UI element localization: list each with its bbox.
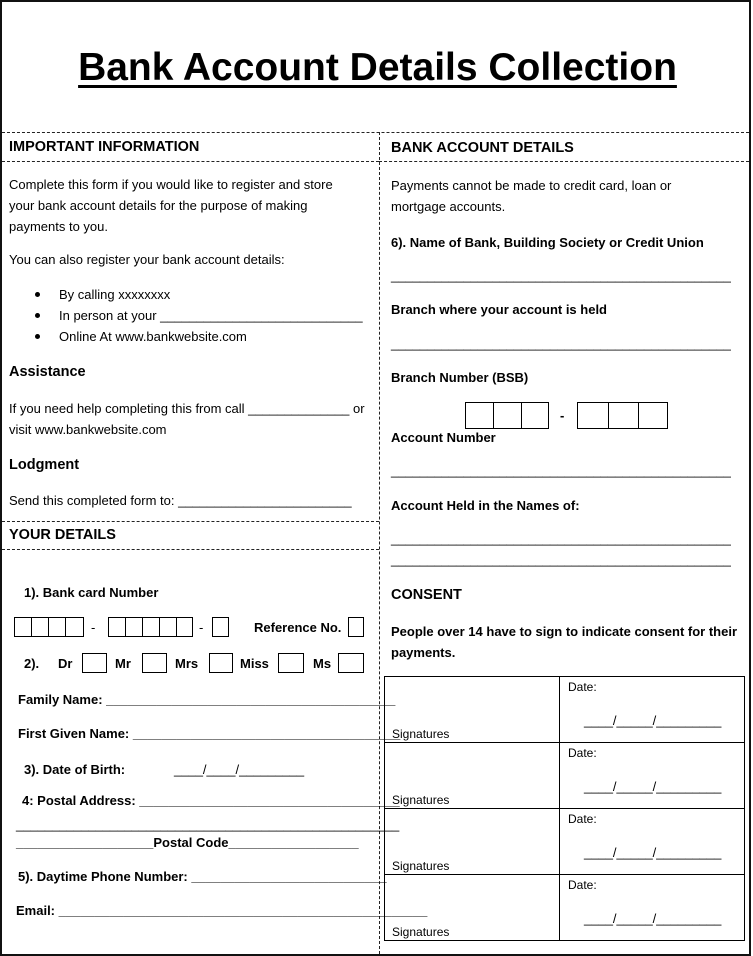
lodgment-line[interactable]: Send this completed form to: ________________________	[9, 493, 352, 508]
title-mr-checkbox[interactable]	[142, 653, 167, 673]
date-cell[interactable]	[560, 809, 745, 875]
bsb-group-1[interactable]	[465, 402, 549, 429]
signature-label: Signatures	[392, 793, 450, 807]
title-ms-checkbox[interactable]	[338, 653, 364, 673]
signature-cell[interactable]	[385, 875, 560, 941]
signature-row	[385, 677, 745, 743]
card-number-group-2[interactable]	[108, 617, 193, 637]
reference-box[interactable]	[348, 617, 364, 637]
date-blank: ____/_____/_________	[584, 845, 722, 860]
title-miss-label: Miss	[240, 656, 269, 671]
account-number-field[interactable]: _______________________________________________	[391, 463, 731, 478]
intro-line-3: payments to you.	[9, 219, 108, 234]
lodgment-heading: Lodgment	[9, 457, 80, 473]
title-mr-label: Mr	[115, 656, 131, 671]
phone-field[interactable]: 5). Daytime Phone Number: ___________________________	[18, 869, 387, 884]
assistance-heading: Assistance	[9, 364, 86, 380]
consent-heading: CONSENT	[391, 587, 462, 603]
dob-field[interactable]: ____/____/_________	[174, 762, 305, 777]
bsb-dash: -	[560, 408, 565, 423]
bank-details-note	[391, 175, 671, 217]
divider-your-details-bottom	[2, 549, 379, 550]
bank-note-line-1: Payments cannot be made to credit card, loan or	[391, 178, 672, 193]
signature-cell[interactable]	[385, 677, 560, 743]
card-dash-2: -	[199, 620, 204, 635]
title-mrs-checkbox[interactable]	[209, 653, 233, 673]
date-blank: ____/_____/_________	[584, 713, 722, 728]
assistance-line-1[interactable]: If you need help completing this from call ______________ or	[9, 401, 365, 416]
branch-held-field[interactable]: _______________________________________________	[391, 336, 731, 351]
bsb-label: Branch Number (BSB)	[391, 370, 529, 385]
title-dr-checkbox[interactable]	[82, 653, 107, 673]
signature-label: Signatures	[392, 925, 450, 939]
signature-row	[385, 875, 745, 941]
register-option-phone: By calling xxxxxxxx	[35, 284, 363, 305]
bank-name-field[interactable]: _______________________________________________	[391, 268, 731, 283]
dob-label: 3). Date of Birth:	[24, 762, 126, 777]
card-dash-1: -	[91, 620, 96, 635]
account-number-label: Account Number	[391, 430, 496, 445]
title-ms-label: Ms	[313, 656, 332, 671]
bank-details-heading: BANK ACCOUNT DETAILS	[391, 140, 574, 156]
date-cell[interactable]	[560, 875, 745, 941]
date-label: Date:	[568, 878, 597, 892]
date-blank: ____/_____/_________	[584, 779, 722, 794]
title-miss-checkbox[interactable]	[278, 653, 304, 673]
your-details-heading: YOUR DETAILS	[9, 527, 116, 543]
postal-address-line-2[interactable]: _____________________________________________________	[16, 817, 400, 832]
bsb-group-2[interactable]	[577, 402, 668, 429]
account-names-label: Account Held in the Names of:	[391, 498, 580, 513]
first-name-field[interactable]: First Given Name: _____________________________________	[18, 726, 401, 741]
card-number-group-1[interactable]	[14, 617, 84, 637]
divider-top	[2, 132, 749, 133]
date-cell[interactable]	[560, 677, 745, 743]
form-title: Bank Account Details Collection	[78, 46, 677, 89]
bank-note-line-2: mortgage accounts.	[391, 199, 506, 214]
signature-label: Signatures	[392, 859, 450, 873]
title-mrs-label: Mrs	[175, 656, 199, 671]
postal-code-field[interactable]: ___________________Postal Code__________________	[16, 835, 359, 850]
divider-right-bank	[379, 161, 749, 162]
date-label: Date:	[568, 680, 597, 694]
date-label: Date:	[568, 812, 597, 826]
important-intro	[9, 174, 333, 237]
bank-name-label: 6). Name of Bank, Building Society or Credit Union	[391, 235, 704, 250]
postal-address-field[interactable]: 4: Postal Address: ____________________________________	[22, 793, 400, 808]
signature-row	[385, 809, 745, 875]
signature-row	[385, 743, 745, 809]
title-dr-label: Dr	[58, 656, 73, 671]
account-names-field-2[interactable]: _______________________________________________	[391, 552, 731, 567]
signature-cell[interactable]	[385, 809, 560, 875]
signature-cell[interactable]	[385, 743, 560, 809]
date-cell[interactable]	[560, 743, 745, 809]
divider-left-important	[2, 161, 379, 162]
register-options-list	[35, 284, 363, 347]
consent-line-2: payments.	[391, 645, 456, 660]
intro-line-1: Complete this form if you would like to register and store	[9, 177, 333, 192]
card-number-group-3[interactable]	[212, 617, 229, 637]
consent-line-1: People over 14 have to sign to indicate consent for their	[391, 624, 738, 639]
register-also: You can also register your bank account details:	[9, 252, 285, 267]
email-field[interactable]: Email: ___________________________________________________	[16, 903, 428, 918]
bank-card-label: 1). Bank card Number	[24, 585, 159, 600]
family-name-field[interactable]: Family Name: ________________________________________	[18, 692, 396, 707]
account-names-field-1[interactable]: _______________________________________________	[391, 531, 731, 546]
register-option-in-person: In person at your ____________________________	[35, 305, 363, 326]
assistance-line-2: visit www.bankwebsite.com	[9, 422, 167, 437]
register-option-online: Online At www.bankwebsite.com	[35, 326, 363, 347]
consent-text	[391, 621, 737, 663]
title-number: 2).	[24, 656, 40, 671]
branch-held-label: Branch where your account is held	[391, 302, 607, 317]
signature-table	[384, 676, 745, 941]
signature-label: Signatures	[392, 727, 450, 741]
reference-label: Reference No.	[254, 620, 342, 635]
divider-your-details-top	[2, 521, 379, 522]
date-label: Date:	[568, 746, 597, 760]
assistance-text	[9, 398, 365, 440]
date-blank: ____/_____/_________	[584, 911, 722, 926]
important-heading: IMPORTANT INFORMATION	[9, 139, 200, 155]
intro-line-2: your bank account details for the purpose of making	[9, 198, 308, 213]
